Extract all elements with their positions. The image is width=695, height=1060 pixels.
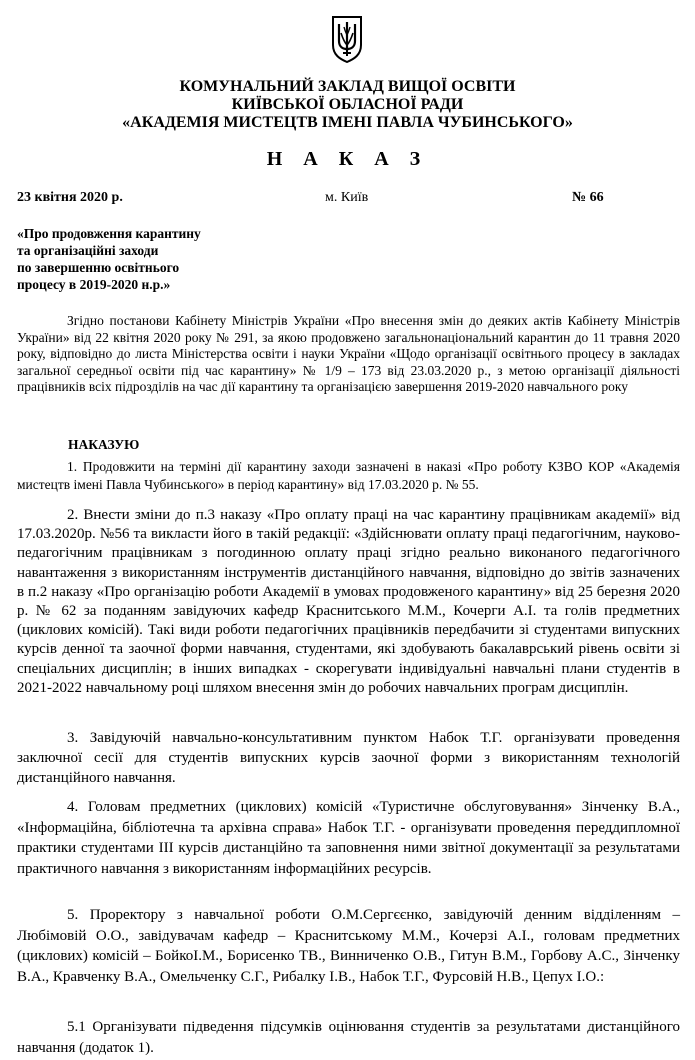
institution-name-line2: КИЇВСЬКОЇ ОБЛАСНОЇ РАДИ [231,96,464,113]
subject-line: по завершенню освітнього [17,260,180,275]
order-date: 23 квітня 2020 р. [17,190,123,205]
order-item-2: 2. Внести зміни до п.3 наказу «Про оплату праці на час карантину працівникам академії» від 17.03.2020р. №56 та викласти його в такій редакції: «Здійснювати оплату праці педагогічним, науково-педагогічним працівникам з погодинною оплату праці згідно реально виконаного педагогічного навантаження з використанням інструментів дистанційного навчання, відповідно до звітів зазначених в п.2 наказу «Про організацію роботи Академії в умовах продовженого карантину» від 25 березня 2020 р. № 62 за поданням завідуючих кафедр Краснитського М.М., Кочерги А.І. та голів предметних (циклових комісій). Такі види роботи педагогічних працівників передбачити зі студентами випускних курсів денної та заочної форми навчання, студентами, які здобувають бакалаврський рівень освіти зі спеціальних дисциплін; в інших випадках - скорегувати індивідуальні навчальні плани студентів в 2021-2022 навчальному році шляхом внесення змін до робочих навчальних програм дисциплін. [17,507,680,696]
order-item-1: 1. Продовжити на терміні дії карантину заходи зазначені в наказі «Про роботу КЗВО КОР «Академія мистецтв імені Павла Чубинського» в період карантину» від 17.03.2020 р. № 55. [17,459,680,492]
preamble-paragraph: Згідно постанови Кабінету Міністрів України «Про внесення змін до деяких актів Кабінету Міністрів України» від 22 квітня 2020 року № 291, за якою продовжено загальнонаціональний карантин до 11 травня 2020 року, відповідно до листа Міністерства освіти і науки України «Щодо організації освітнього процесу в закладах загальної середньої освіти під час карантину» № 1/9 – 173 від 23.03.2020 р., з метою організації діяльності працівників всіх підрозділів на час дії карантину та організацією завершення 2019-2020 навчального року [17,313,680,395]
subject-line: процесу в 2019-2020 н.р.» [17,277,171,292]
order-item-5-1: 5.1 Організувати підведення підсумків оцінювання студентів за результатами дистанційного навчання (додаток 1). [17,1019,680,1056]
document-title: Н А К А З [266,148,429,170]
order-heading: НАКАЗУЮ [68,437,140,452]
trident-emblem-icon-svg [330,15,364,63]
subject-line: та організаційні заходи [17,243,159,258]
order-city: м. Київ [325,190,369,205]
institution-name-line3: «АКАДЕМІЯ МИСТЕЦТВ ІМЕНІ ПАВЛА ЧУБИНСЬКОГО» [122,114,573,131]
order-item-3: 3. Завідуючій навчально-консультативним пунктом Набок Т.Г. організувати проведення заключної сесії для студентів випускних курсів заочної форми з використанням технологій дистанційного навчання. [17,730,680,786]
institution-name-line1: КОМУНАЛЬНИЙ ЗАКЛАД ВИЩОЇ ОСВІТИ [179,78,516,95]
order-number: № 66 [572,190,604,205]
order-item-5: 5. Проректору з навчальної роботи О.М.Сергєєнко, завідуючій денним відділенням – Любімовій О.О., завідувачам кафедр – Краснитському М.М., Кочерзі А.І., головам предметних (циклових) комісій – БойкоІ.М., Борисенко ТВ., Винниченко О.В., Гитун В.М., Горбову А.С., Зінченку В.А., Кравченку В.А., Омельченку С.Г., Рибалку І.В., Набок Т.Г., Фурсовій Н.В., Цепух І.О.: [17,907,680,985]
subject-line: «Про продовження карантину [17,226,201,241]
trident-emblem-icon [330,15,364,63]
order-item-4: 4. Головам предметних (циклових) комісій «Туристичне обслуговування» Зінченку В.А., «Інформаційна, бібліотечна та архівна справа» Набок Т.Г. - організувати проведення переддипломної практики студентами ІІІ курсів дистанційно та заповнення ними звітної документації за результатами практичного навчання з використанням інформаційних ресурсів. [17,799,680,877]
order-subject [17,225,277,293]
